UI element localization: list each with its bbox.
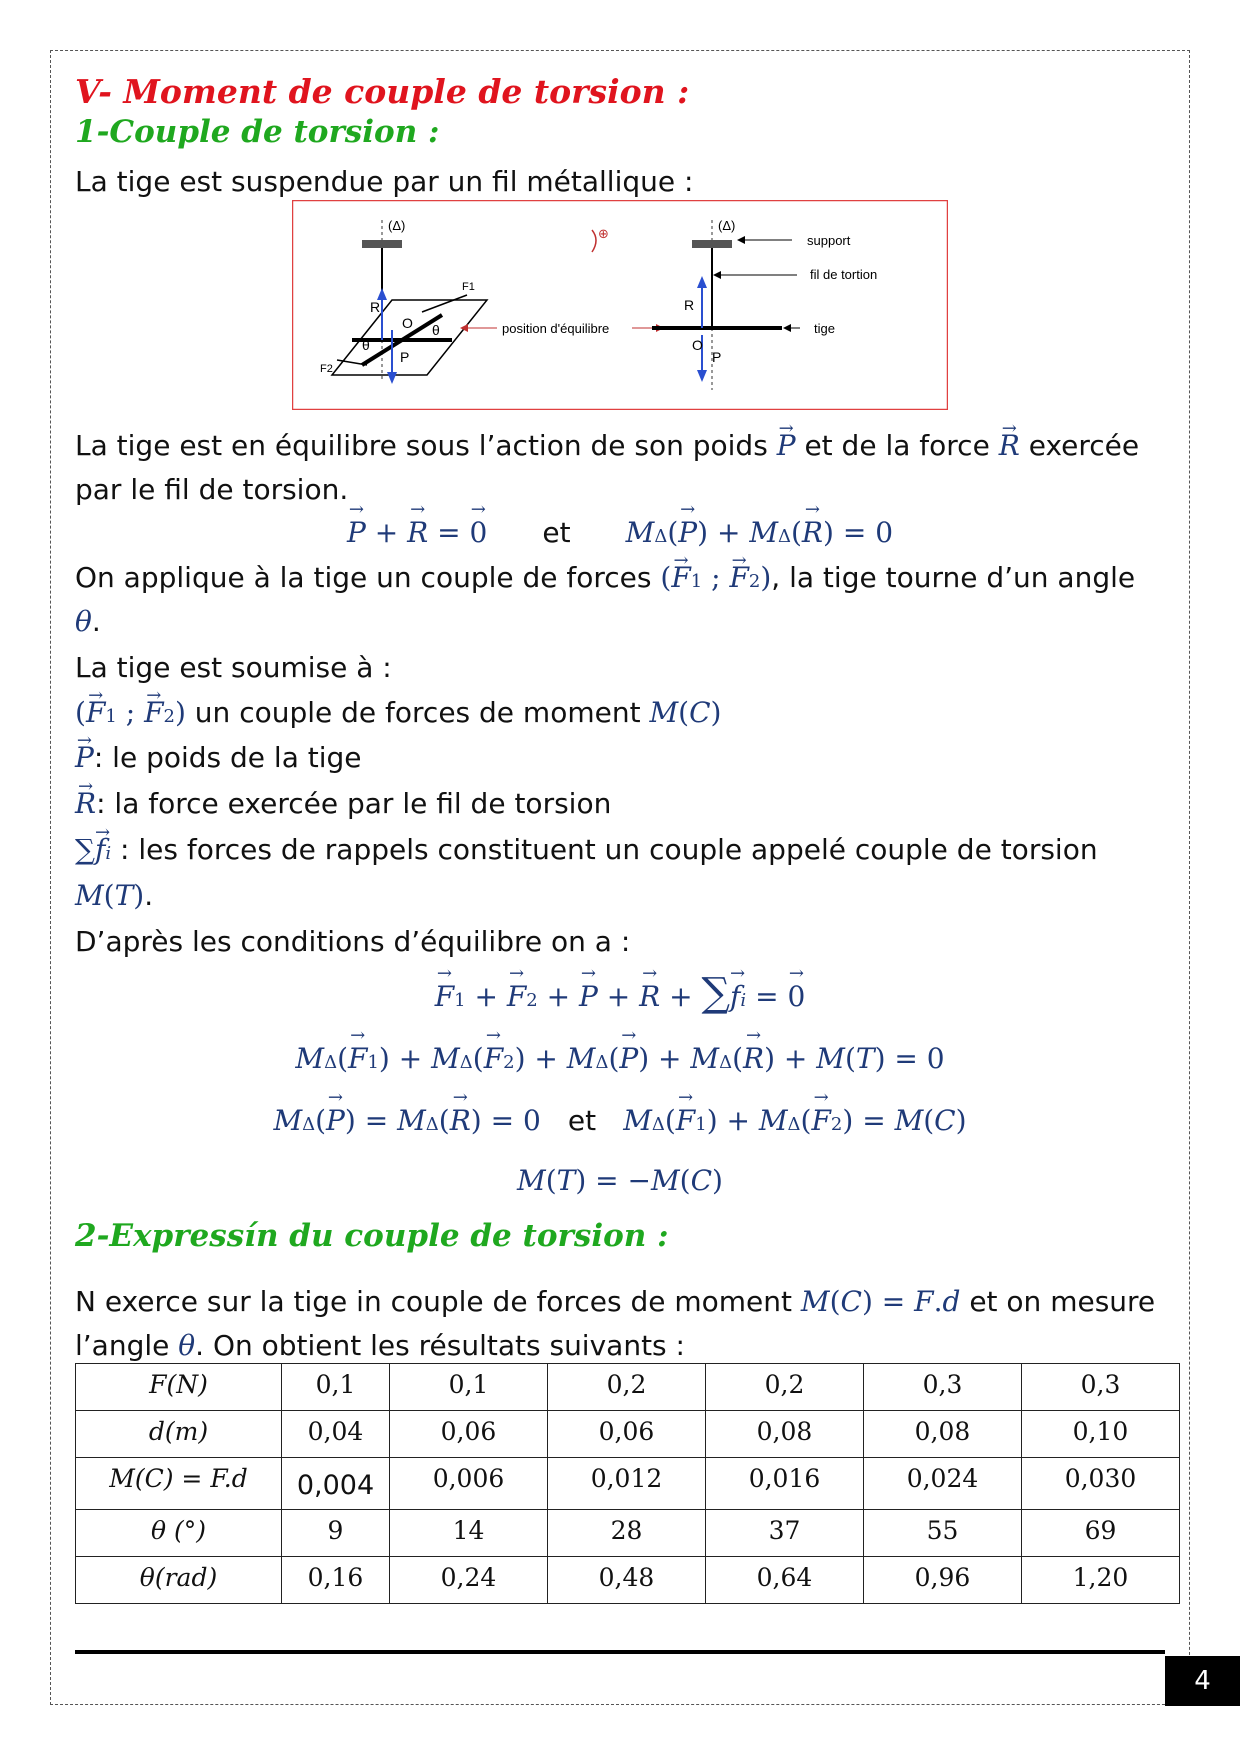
table-header-cell: M(C) = F.d: [76, 1458, 282, 1510]
table-row: [76, 1557, 1180, 1604]
label-p-left: P: [400, 349, 410, 365]
table-cell: 0,24: [390, 1557, 548, 1604]
table-cell: 0,06: [548, 1411, 706, 1458]
list-item-rappels: ∑→ fi : les forces de rappels constituent un couple appelé couple de torsion: [75, 834, 1098, 870]
table-cell: 28: [548, 1510, 706, 1557]
paragraph-experiment-line2: l’angle θ. On obtient les résultats suivants :: [75, 1329, 685, 1362]
table-cell: 0,3: [864, 1364, 1022, 1411]
intro-text: La tige est suspendue par un fil métallique :: [75, 165, 694, 198]
table-cell: 0,08: [706, 1411, 864, 1458]
label-o-left: O: [402, 315, 413, 331]
equation-moments-sum: MΔ(→ F1) + MΔ(→ F2) + MΔ(→ P) + MΔ(→ R) + M(T) = 0: [50, 1042, 1190, 1075]
table-cell: 0,48: [548, 1557, 706, 1604]
equation-torsion-result: M(T) = −M(C): [517, 1164, 723, 1197]
label-support: support: [807, 233, 851, 248]
table-cell: 0,024: [864, 1458, 1022, 1510]
footer-rule: [75, 1650, 1165, 1654]
left-support-bar: [362, 240, 402, 248]
table-cell: 0,96: [864, 1557, 1022, 1604]
table-cell: 0,1: [282, 1364, 390, 1411]
paragraph-soumise: La tige est soumise à :: [75, 651, 392, 684]
label-r-left: R: [370, 299, 381, 315]
table-row: [76, 1510, 1180, 1557]
left-axis-label: (Δ): [388, 218, 406, 233]
label-theta-2: θ: [362, 337, 370, 353]
table-cell: 0,1: [390, 1364, 548, 1411]
label-f2: F2: [320, 363, 333, 375]
table-cell: 0,004: [282, 1458, 390, 1510]
label-equilibrium: position d'équilibre: [502, 321, 610, 336]
rotation-sign: ⊕: [598, 227, 609, 242]
table-cell: 0,030: [1022, 1458, 1180, 1510]
table-cell: 0,2: [706, 1364, 864, 1411]
table-cell: 0,10: [1022, 1411, 1180, 1458]
table-cell: 0,16: [282, 1557, 390, 1604]
equation-forces-sum: → F1 + → F2 + → P + → R + ∑→ fi = → 0: [50, 970, 1190, 1016]
subsection-title-2: 2-Expressín du couple de torsion :: [75, 1218, 669, 1254]
paragraph-experiment: N exerce sur la tige in couple de forces de moment M(C) = F.d et on mesure: [75, 1285, 1156, 1318]
table-cell: 0,016: [706, 1458, 864, 1510]
label-p-right: P: [712, 349, 722, 365]
table-cell: 0,3: [1022, 1364, 1180, 1411]
results-table: [75, 1363, 1180, 1604]
table-cell: 0,04: [282, 1411, 390, 1458]
torsion-figure: [292, 200, 948, 410]
table-header-cell: d(m): [76, 1411, 282, 1458]
page-number: 4: [1165, 1656, 1240, 1706]
table-row: [76, 1411, 1180, 1458]
list-item-couple: (→ F1 ; → F2) un couple de forces de moment M(C): [75, 697, 721, 733]
table-cell: 9: [282, 1510, 390, 1557]
table-cell: 0,06: [390, 1411, 548, 1458]
table-row: [76, 1458, 1180, 1510]
paragraph-equilibrium-line2: par le fil de torsion.: [75, 473, 349, 506]
paragraph-conditions: D’après les conditions d’équilibre on a :: [75, 925, 631, 958]
table-cell: 0,2: [548, 1364, 706, 1411]
equation-moments-split: MΔ(→ P) = MΔ(→ R) = 0 et MΔ(→ F1) + MΔ(→ F2) = M(C): [50, 1104, 1190, 1137]
section-title: V- Moment de couple de torsion :: [75, 72, 690, 111]
table-cell: 0,64: [706, 1557, 864, 1604]
table-header-cell: θ (°): [76, 1510, 282, 1557]
list-item-poids: → P: le poids de la tige: [75, 742, 362, 774]
table-cell: 0,012: [548, 1458, 706, 1510]
table-header-cell: F(N): [76, 1364, 282, 1411]
label-r-right: R: [684, 297, 695, 313]
table-cell: 0,08: [864, 1411, 1022, 1458]
table-cell: 69: [1022, 1510, 1180, 1557]
label-fil: fil de tortion: [810, 267, 878, 282]
table-cell: 1,20: [1022, 1557, 1180, 1604]
paragraph-equilibrium: La tige est en équilibre sous l’action de son poids → P et de la force → R exercée: [75, 430, 1139, 462]
table-cell: 55: [864, 1510, 1022, 1557]
table-cell: 0,006: [390, 1458, 548, 1510]
right-axis-label: (Δ): [718, 218, 736, 233]
label-tige: tige: [814, 321, 835, 336]
subsection-title-1: 1-Couple de torsion :: [75, 114, 440, 150]
paragraph-couple: On applique à la tige un couple de forces (→ F1 ; → F2), la tige tourne d’un angle: [75, 562, 1135, 598]
list-item-rappels-line2: M(T).: [75, 879, 154, 912]
table-row: [76, 1364, 1180, 1411]
right-support-bar: [692, 240, 732, 248]
equation-1: → P + → R = → 0 et MΔ(→ P) + MΔ(→ R) = 0: [50, 516, 1190, 549]
table-header-cell: θ(rad): [76, 1557, 282, 1604]
label-o-right: O: [692, 337, 703, 353]
label-f1: F1: [462, 281, 475, 293]
label-theta-1: θ: [432, 322, 440, 338]
table-cell: 37: [706, 1510, 864, 1557]
list-item-force: → R: la force exercée par le fil de torsion: [75, 788, 611, 820]
table-cell: 14: [390, 1510, 548, 1557]
paragraph-couple-line2: θ.: [75, 605, 101, 638]
